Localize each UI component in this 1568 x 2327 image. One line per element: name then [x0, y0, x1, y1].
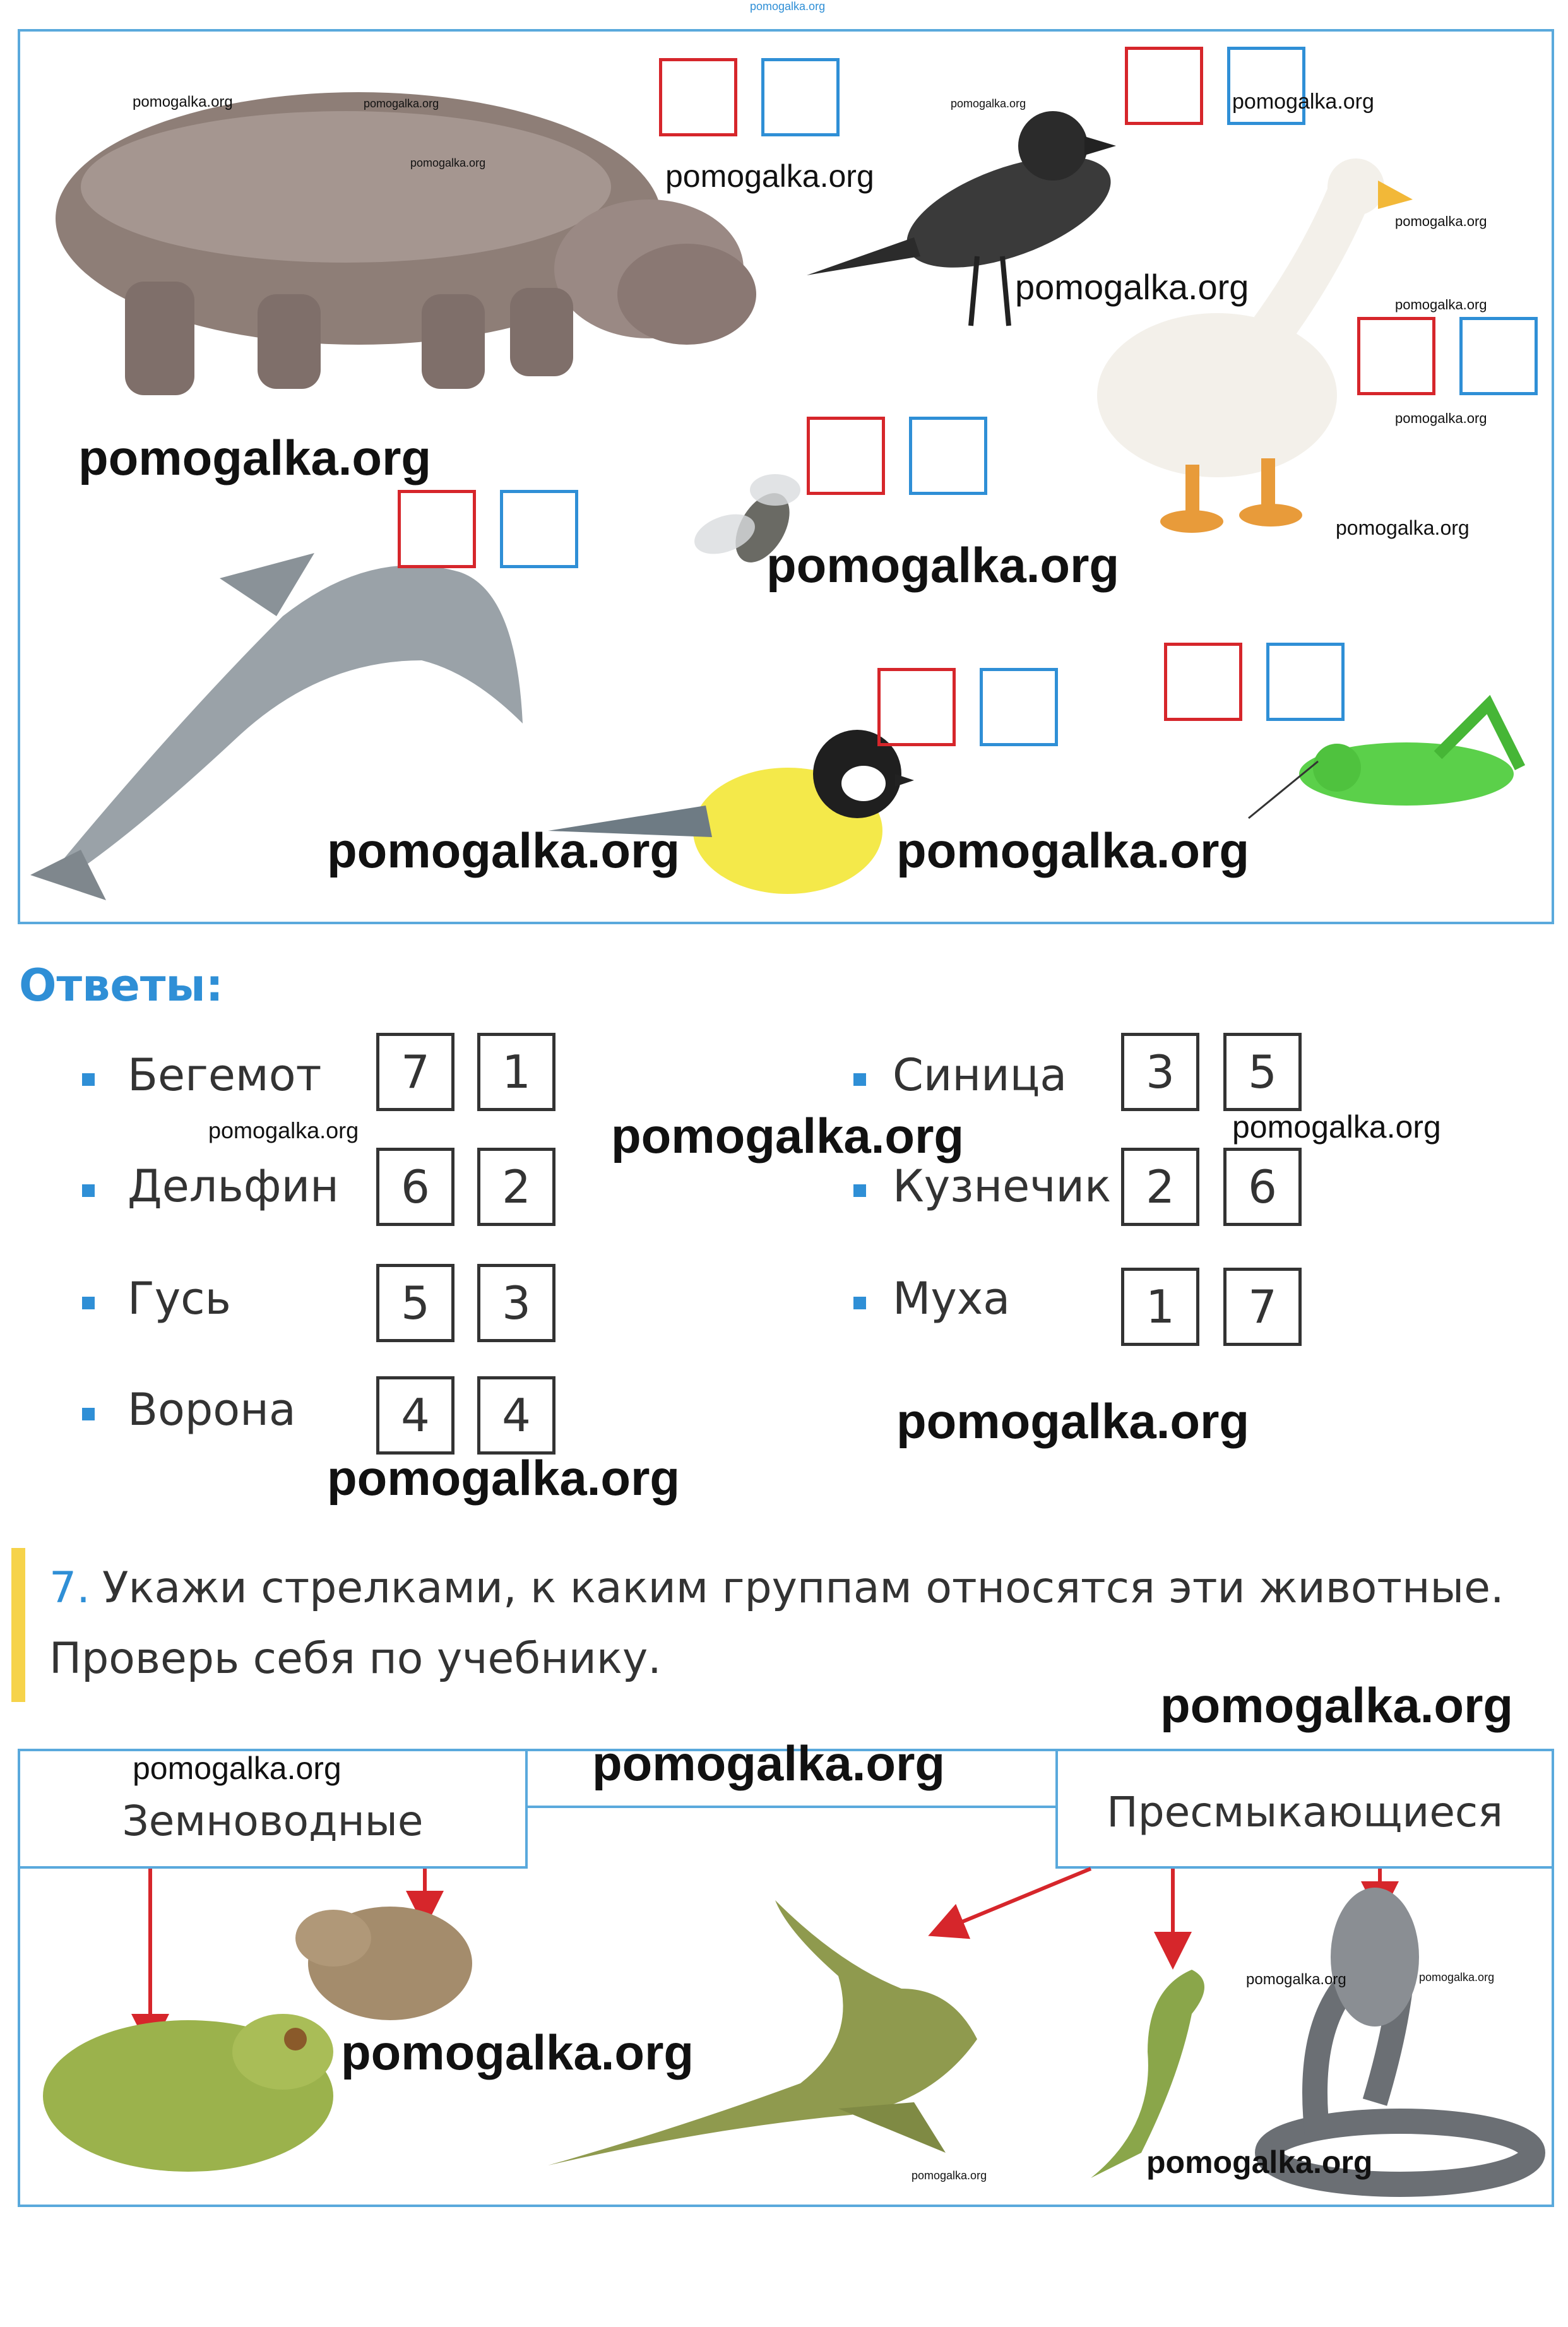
- answer-blue-box: 2: [477, 1148, 555, 1226]
- answer-blue-box: 3: [477, 1264, 555, 1342]
- task-accent-bar: [11, 1548, 25, 1702]
- answer-animal-label: Ворона: [128, 1384, 296, 1436]
- bullet: [853, 1297, 866, 1309]
- watermark: pomogalka.org: [327, 823, 680, 878]
- watermark: pomogalka.org: [341, 2025, 694, 2080]
- answer-blue-box: 7: [1223, 1268, 1302, 1346]
- group-reptiles-label: Пресмыкающиеся: [1107, 1788, 1503, 1836]
- tit-blue-box[interactable]: [980, 668, 1058, 746]
- answer-red-box: 4: [376, 1376, 454, 1455]
- group-amphibians-label: Земноводные: [122, 1797, 424, 1845]
- answer-animal-label: Бегемот: [128, 1049, 322, 1101]
- frog-picture: [295, 1907, 472, 2020]
- bullet: [82, 1408, 95, 1420]
- watermark: pomogalka.org: [133, 93, 233, 110]
- answer-animal-label: Муха: [893, 1273, 1011, 1324]
- fly-red-box[interactable]: [807, 417, 885, 495]
- watermark: pomogalka.org: [766, 537, 1120, 593]
- answer-animal-label: Кузнечик: [893, 1160, 1112, 1212]
- answer-blue-box: 5: [1223, 1033, 1302, 1111]
- watermark: pomogalka.org: [1146, 2145, 1373, 2180]
- answer-blue-box: 1: [477, 1033, 555, 1111]
- arrow-to-crocodile: [946, 1869, 1091, 1929]
- task-number: 7.: [49, 1563, 90, 1613]
- watermark: pomogalka.org: [1015, 267, 1249, 307]
- goose-red-box[interactable]: [1357, 317, 1435, 395]
- answer-red-box: 1: [1121, 1268, 1199, 1346]
- watermark: pomogalka.org: [1395, 213, 1487, 229]
- watermark: pomogalka.org: [410, 157, 486, 169]
- watermark: pomogalka.org: [133, 1751, 342, 1786]
- watermark: pomogalka.org: [912, 2169, 987, 2182]
- bullet: [853, 1073, 866, 1086]
- grasshopper-blue-box[interactable]: [1266, 643, 1345, 721]
- answer-red-box: 5: [376, 1264, 454, 1342]
- top-watermark: pomogalka.org: [750, 0, 826, 13]
- watermark: pomogalka.org: [665, 158, 874, 194]
- bullet: [853, 1184, 866, 1197]
- watermark: pomogalka.org: [951, 97, 1026, 110]
- answer-red-box: 7: [376, 1033, 454, 1111]
- watermark: pomogalka.org: [592, 1735, 946, 1791]
- answer-animal-label: Гусь: [128, 1273, 231, 1324]
- watermark: pomogalka.org: [611, 1108, 965, 1164]
- task-text-line2: Проверь себя по учебнику.: [49, 1634, 662, 1684]
- watermark: pomogalka.org: [1336, 516, 1470, 539]
- group-reptiles[interactable]: [1055, 1749, 1554, 1869]
- answer-animal-label: Синица: [893, 1049, 1067, 1101]
- bullet: [82, 1297, 95, 1309]
- crow-red-box[interactable]: [1125, 47, 1203, 125]
- watermark: pomogalka.org: [896, 1393, 1250, 1449]
- answer-red-box: 6: [376, 1148, 454, 1226]
- watermark: pomogalka.org: [1232, 90, 1374, 114]
- answer-blue-box: 6: [1223, 1148, 1302, 1226]
- answers-title: Ответы:: [19, 960, 223, 1011]
- answer-red-box: 3: [1121, 1033, 1199, 1111]
- watermark: pomogalka.org: [208, 1117, 359, 1143]
- cobra-picture: [1268, 1888, 1533, 2184]
- connector-line: [524, 1806, 1057, 1808]
- hippo-blue-box[interactable]: [761, 58, 840, 136]
- watermark: pomogalka.org: [1395, 410, 1487, 426]
- watermark: pomogalka.org: [896, 823, 1250, 878]
- grasshopper-picture: [1249, 705, 1520, 818]
- answer-red-box: 2: [1121, 1148, 1199, 1226]
- watermark: pomogalka.org: [78, 430, 432, 485]
- task-text-line1: Укажи стрелками, к каким группам относятся эти животные.: [102, 1563, 1504, 1613]
- toad-picture: [43, 2014, 333, 2172]
- answer-animal-label: Дельфин: [128, 1160, 339, 1212]
- watermark: pomogalka.org: [1395, 297, 1487, 312]
- goose-blue-box[interactable]: [1459, 317, 1538, 395]
- dolphin-red-box[interactable]: [398, 490, 476, 568]
- hippo-picture: [56, 92, 756, 395]
- watermark: pomogalka.org: [1232, 1109, 1441, 1145]
- tit-red-box[interactable]: [877, 668, 956, 746]
- watermark: pomogalka.org: [1246, 1971, 1346, 1988]
- grasshopper-red-box[interactable]: [1164, 643, 1242, 721]
- watermark: pomogalka.org: [364, 97, 439, 110]
- bullet: [82, 1184, 95, 1197]
- hippo-red-box[interactable]: [659, 58, 737, 136]
- bullet: [82, 1073, 95, 1086]
- watermark: pomogalka.org: [1419, 1971, 1495, 1984]
- fly-blue-box[interactable]: [909, 417, 987, 495]
- dolphin-blue-box[interactable]: [500, 490, 578, 568]
- watermark: pomogalka.org: [327, 1450, 680, 1506]
- answer-blue-box: 4: [477, 1376, 555, 1455]
- watermark: pomogalka.org: [1160, 1677, 1514, 1733]
